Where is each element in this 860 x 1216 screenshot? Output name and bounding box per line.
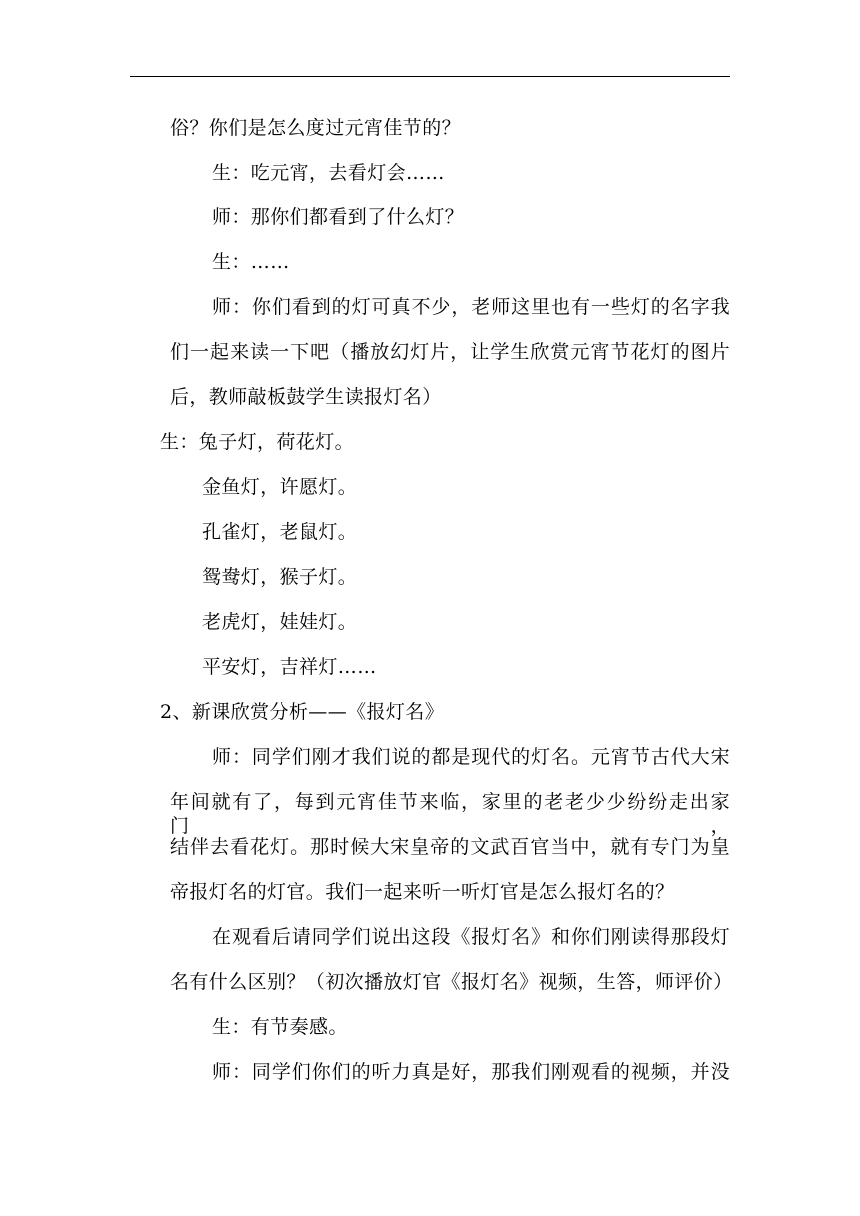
- text-line: 结伴去看花灯。那时候大宋皇帝的文武百官当中，就有专门为皇: [170, 836, 730, 858]
- text-line: 金鱼灯，许愿灯。: [202, 476, 358, 498]
- text-line: 师：你们看到的灯可真不少，老师这里也有一些灯的名字我: [212, 296, 730, 318]
- text-line: 名有什么区别？（初次播放灯官《报灯名》视频，生答，师评价）: [170, 971, 733, 993]
- section-heading: 2、新课欣赏分析——《报灯名》: [160, 701, 445, 723]
- text-line: 师：那你们都看到了什么灯？: [212, 206, 465, 228]
- text-line: 帝报灯名的灯官。我们一起来听一听灯官是怎么报灯名的？: [170, 881, 675, 903]
- text-line: 老虎灯，娃娃灯。: [202, 611, 358, 633]
- text-line: 生：吃元宵，去看灯会……: [212, 162, 445, 184]
- text-line: 们一起来读一下吧（播放幻灯片，让学生欣赏元宵节花灯的图片: [170, 341, 730, 363]
- text-line: 后，教师敲板鼓学生读报灯名）: [170, 386, 442, 408]
- text-line: 俗？你们是怎么度过元宵佳节的？: [170, 117, 462, 139]
- text-line: 生：兔子灯，荷花灯。: [160, 431, 355, 453]
- text-line: 年间就有了，每到元宵佳节来临，家里的老老少少纷纷走出家门，: [170, 791, 730, 837]
- text-line: 在观看后请同学们说出这段《报灯名》和你们刚读得那段灯: [212, 926, 730, 948]
- text-line: 师：同学们你们的听力真是好，那我们刚观看的视频，并没: [212, 1061, 730, 1083]
- text-line: 鸳鸯灯，猴子灯。: [202, 566, 358, 588]
- text-line: 平安灯，吉祥灯……: [202, 656, 377, 678]
- text-line: 生：有节奏感。: [212, 1016, 348, 1038]
- text-line: 孔雀灯，老鼠灯。: [202, 521, 358, 543]
- text-line: 生：……: [212, 251, 290, 273]
- text-line: 师：同学们刚才我们说的都是现代的灯名。元宵节古代大宋: [212, 746, 730, 768]
